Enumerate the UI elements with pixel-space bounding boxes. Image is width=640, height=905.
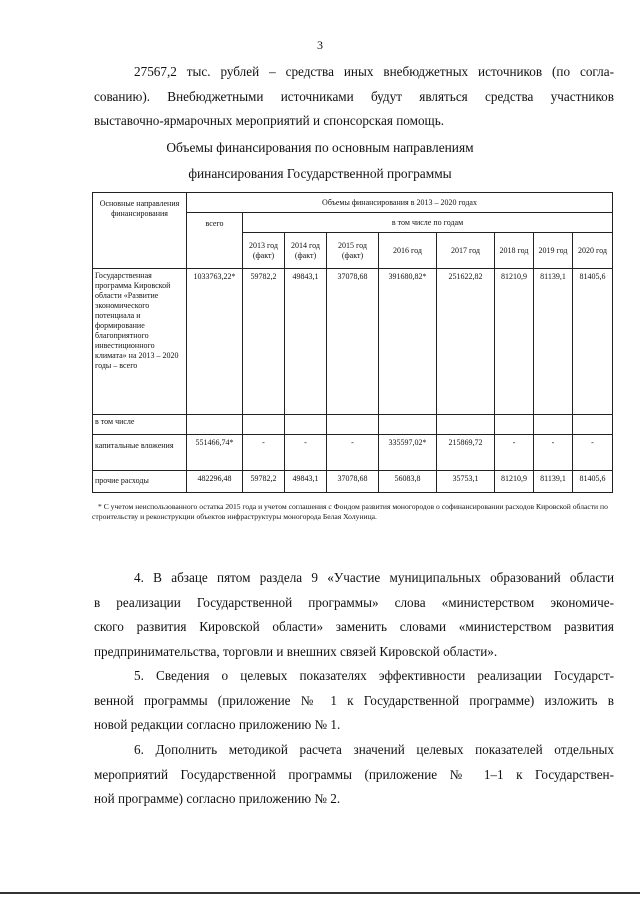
row-label: Государственная программа Кировской области «Развитие экономического потенциала и формирование благоприятного инвестиционного климата» на 2013 – 2020 годы – всего <box>93 269 187 415</box>
cell-value <box>534 415 573 435</box>
cell-value: - <box>243 435 285 471</box>
table-footnote: * С учетом неиспользованного остатка 2015 года и учетом соглашения с Фондом развития моногородов о софинансировании расходов Кировской области по строительству и реконструкции объектов инфраструктуры моногорода Белая Холуница. <box>92 502 608 521</box>
cell-value: 35753,1 <box>437 471 495 493</box>
table-row <box>93 471 613 493</box>
cell-value <box>327 415 379 435</box>
cell-value: 37078,68 <box>327 269 379 415</box>
item-5-paragraph <box>94 664 614 738</box>
item-line: 5. Сведения о целевых показателях эффективности реализации Государст- <box>134 668 614 683</box>
cell-value: - <box>495 435 534 471</box>
table-row <box>93 435 613 471</box>
cell-value <box>379 415 437 435</box>
header-directions: Основные направления финансирования <box>93 193 187 269</box>
header-year: 2015 год (факт) <box>327 233 379 269</box>
table-caption-line-2: финансирования Государственной программы <box>188 166 452 181</box>
item-line: предпринимательства, торговли и внешних связей Кировской области». <box>94 643 498 659</box>
intro-line: 27567,2 тыс. рублей – средства иных внебюджетных источников (по согла- <box>134 64 614 79</box>
item-line: ского развития Кировской области» заменить словами «министерством развития <box>94 619 614 634</box>
cell-value <box>243 415 285 435</box>
bottom-rule <box>0 892 640 894</box>
cell-value: - <box>534 435 573 471</box>
cell-value: 49843,1 <box>285 269 327 415</box>
cell-value: - <box>285 435 327 471</box>
cell-value <box>495 415 534 435</box>
cell-value: 49843,1 <box>285 471 327 493</box>
item-line: новой редакции согласно приложению № 1. <box>94 717 341 732</box>
item-line: 4. В абзаце пятом раздела 9 «Участие муниципальных образований области <box>134 570 614 585</box>
item-6-paragraph <box>94 738 614 812</box>
cell-value: 81405,6 <box>573 269 613 415</box>
cell-value: 215869,72 <box>437 435 495 471</box>
cell-value: 37078,68 <box>327 471 379 493</box>
cell-value: 251622,82 <box>437 269 495 415</box>
cell-value: 81405,6 <box>573 471 613 493</box>
cell-value: 59782,2 <box>243 471 285 493</box>
cell-value: 81210,9 <box>495 269 534 415</box>
header-volumes: Объемы финансирования в 2013 – 2020 годах <box>187 193 613 213</box>
intro-line: сованию). Внебюджетными источниками будут являться средства участников <box>94 88 614 104</box>
intro-paragraph <box>94 60 614 134</box>
cell-value <box>187 415 243 435</box>
cell-value: - <box>327 435 379 471</box>
page-number: 3 <box>317 38 323 52</box>
cell-value: 56083,8 <box>379 471 437 493</box>
item-line: мероприятий Государственной программы (приложение № 1–1 к Государствен- <box>94 766 614 782</box>
item-4-paragraph <box>94 566 614 664</box>
cell-value: 391680,82* <box>379 269 437 415</box>
header-year: 2014 год (факт) <box>285 233 327 269</box>
cell-value <box>285 415 327 435</box>
header-total: всего <box>187 213 243 269</box>
item-line: 6. Дополнить методикой расчета значений целевых показателей отдельных <box>134 742 614 757</box>
header-year: 2017 год <box>437 233 495 269</box>
item-line: ной программе) согласно приложению № 2. <box>94 791 341 806</box>
item-line: в реализации Государственной программы» слова «министерством экономиче- <box>94 594 614 610</box>
header-year: 2018 год <box>495 233 534 269</box>
table-row <box>93 269 613 415</box>
table-row <box>93 415 613 435</box>
financing-table <box>92 192 613 493</box>
cell-value <box>573 415 613 435</box>
header-year: 2019 год <box>534 233 573 269</box>
header-year: 2016 год <box>379 233 437 269</box>
cell-value <box>437 415 495 435</box>
intro-line: выставочно-ярмарочных мероприятий и спонсорская помощь. <box>94 113 445 128</box>
row-label: капитальные вложения <box>93 435 187 471</box>
row-label: в том числе <box>93 415 187 435</box>
header-year: 2020 год <box>573 233 613 269</box>
cell-value: 1033763,22* <box>187 269 243 415</box>
cell-value: 482296,48 <box>187 471 243 493</box>
item-line: венной программы (приложение № 1 к Государственной программе) изложить в <box>94 692 614 708</box>
cell-value: 81210,9 <box>495 471 534 493</box>
cell-value: 81139,1 <box>534 269 573 415</box>
header-year: 2013 год (факт) <box>243 233 285 269</box>
cell-value: - <box>573 435 613 471</box>
cell-value: 551466,74* <box>187 435 243 471</box>
cell-value: 81139,1 <box>534 471 573 493</box>
table-caption-line-1: Объемы финансирования по основным направлениям <box>166 140 474 155</box>
cell-value: 59782,2 <box>243 269 285 415</box>
row-label: прочие расходы <box>93 471 187 493</box>
cell-value: 335597,02* <box>379 435 437 471</box>
header-by-years: в том числе по годам <box>243 213 613 233</box>
